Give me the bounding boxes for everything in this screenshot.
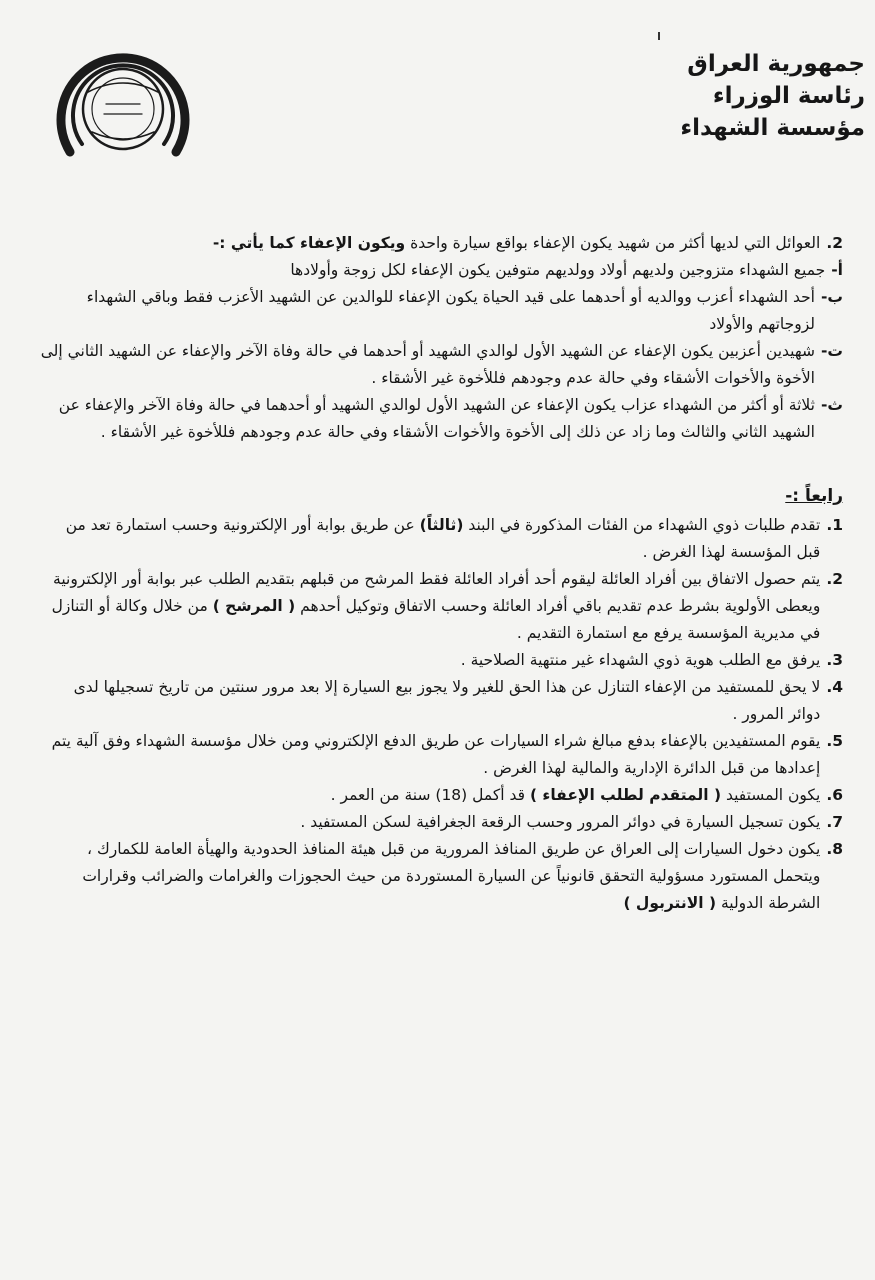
item-text: يقوم المستفيدين بالإعفاء بدفع مبالغ شراء السيارات عن طريق الدفع الإلكتروني ومن خلال مؤسسة الشهداء وفق آلية يتم إعدادها من قبل الدائرة الإدارية والمالية لهذا الغرض . xyxy=(51,732,821,777)
item-marker: 2. xyxy=(826,570,843,588)
item-text-bold: ( المتقدم لطلب الإعفاء ) xyxy=(529,786,722,804)
subclause-text: ثلاثة أو أكثر من الشهداء عزاب يكون الإعفاء عن الشهيد الأول لوالدي الشهيد أو أحدهما في حالة وفاة الآخر والإعفاء عن الشهيد الثاني والثالث وما زاد عن ذلك إلى الأخوة والأخوات الأشقاء وفي حالة عدم وجودهم فللأخوة غير الأشقاء . xyxy=(58,396,815,441)
letterhead xyxy=(535,48,865,144)
clause-text xyxy=(38,230,820,257)
letterhead-country: جمهورية العراق xyxy=(687,51,865,77)
item-marker: 4. xyxy=(826,678,843,696)
section-heading: رابعاً :- xyxy=(785,486,843,506)
subclause-text: أحد الشهداء أعزب ووالديه أو أحدهما على قيد الحياة يكون الإعفاء للوالدين عن الشهيد الأعزب فقط وباقي الشهداء لزوجاتهم والأولاد xyxy=(86,288,815,333)
clause-2 xyxy=(38,230,843,257)
letterhead-foundation: مؤسسة الشهداء xyxy=(680,115,865,141)
subclause-marker: ث- xyxy=(820,396,843,414)
item-text-start: تقدم طلبات ذوي الشهداء من الفئات المذكورة في البند xyxy=(468,516,821,534)
official-seal-emblem xyxy=(48,34,198,184)
item-text xyxy=(38,566,820,647)
item-marker: 3. xyxy=(826,651,843,669)
clause-2-bold: ويكون الإعفاء كما يأتي :- xyxy=(212,234,406,252)
item-text-start: يكون المستفيد xyxy=(725,786,821,804)
subclause-marker: ت- xyxy=(820,342,843,360)
subclause-th xyxy=(38,392,843,446)
item-text-end: من خلال وكالة أو التنازل في مديرية المؤسسة يرفع مع استمارة التقديم . xyxy=(51,597,821,642)
subclause-text: شهيدين أعزبين يكون الإعفاء عن الشهيد الأول لوالدي الشهيد أو أحدهما في حالة وفاة الآخر والإعفاء عن الشهيد الثاني إلى الأخوة والأخوات الأشقاء وفي حالة عدم وجودهم فللأخوة غير الأشقاء . xyxy=(40,342,815,387)
subclause-a xyxy=(38,257,843,284)
item-text-start: يتم حصول الاتفاق بين أفراد العائلة ليقوم أحد أفراد العائلة فقط المرشح من قبلهم بتقديم الطلب عبر بوابة أور الإلكترونية ويعطى الأولوية بشرط عدم تقديم باقي أفراد العائلة وحسب الاتفاق وتوكيل أحدهم xyxy=(53,570,821,615)
section-item-3 xyxy=(38,647,843,674)
item-text-bold: ( الانتربول ) xyxy=(623,894,717,912)
item-text-start: يكون دخول السيارات إلى العراق عن طريق المنافذ المرورية من قبل هيئة المنافذ الحدودية والهيأة العامة للكمارك ، ويتحمل المستورد مسؤولية التحقق قانونياً عن السيارة المستوردة من حيث الحجوزات والغرامات والضرائب وقرارات الشرطة الدولية xyxy=(82,840,821,912)
clause-2-text: العوائل التي لديها أكثر من شهيد يكون الإعفاء بواقع سيارة واحدة xyxy=(410,234,821,252)
item-text xyxy=(38,836,820,917)
subclause-t xyxy=(38,338,843,392)
item-text-end: عن طريق بوابة أور الإلكترونية وحسب استمارة تعد من قبل المؤسسة لهذا الغرض . xyxy=(65,516,821,561)
item-marker: 1. xyxy=(826,516,843,534)
section-item-1 xyxy=(38,512,843,566)
item-text: يكون تسجيل السيارة في دوائر المرور وحسب الرقعة الجغرافية لسكن المستفيد . xyxy=(300,813,821,831)
section-item-6 xyxy=(38,782,843,809)
scan-mark xyxy=(658,32,660,40)
section-item-8 xyxy=(38,836,843,917)
item-marker: 5. xyxy=(826,732,843,750)
subclause-b xyxy=(38,284,843,338)
section-item-5 xyxy=(38,728,843,782)
subclause-marker: أ- xyxy=(831,261,843,279)
item-text: يرفق مع الطلب هوية ذوي الشهداء غير منتهية الصلاحية . xyxy=(460,651,821,669)
item-text: لا يحق للمستفيد من الإعفاء التنازل عن هذا الحق للغير ولا يجوز بيع السيارة إلا بعد مرور سنتين من تاريخ تسجيلها لدى دوائر المرور . xyxy=(73,678,821,723)
section-item-7 xyxy=(38,809,843,836)
document-body xyxy=(38,230,843,917)
subclause-text: جميع الشهداء متزوجين ولديهم أولاد وولديهم متوفين يكون الإعفاء لكل زوجة وأولادها xyxy=(290,261,826,279)
item-text xyxy=(38,782,820,809)
item-marker: 8. xyxy=(826,840,843,858)
item-text-bold: ( المرشح ) xyxy=(212,597,296,615)
item-text-end: قد أكمل (18) سنة من العمر . xyxy=(330,786,526,804)
item-marker: 6. xyxy=(826,786,843,804)
section-item-4 xyxy=(38,674,843,728)
item-marker: 7. xyxy=(826,813,843,831)
clause-marker: 2. xyxy=(826,234,843,252)
letterhead-cabinet: رئاسة الوزراء xyxy=(712,83,865,109)
section-item-2 xyxy=(38,566,843,647)
item-text-bold: (ثالثاً) xyxy=(419,516,464,534)
subclause-marker: ب- xyxy=(820,288,843,306)
item-text xyxy=(38,512,820,566)
